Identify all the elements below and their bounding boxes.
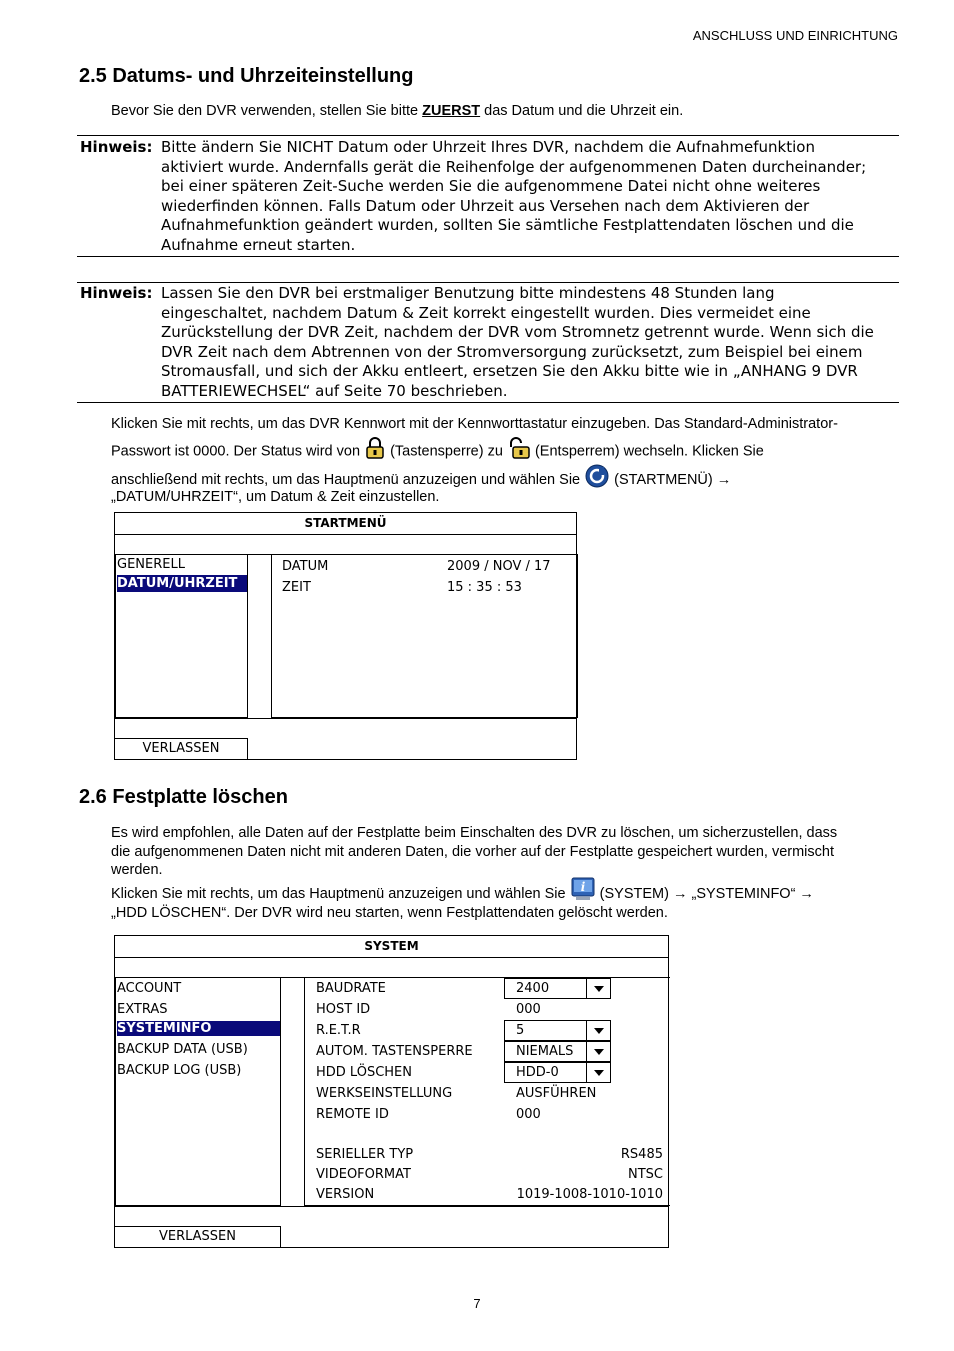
- instr-text: anschließend mit rechts, um das Hauptmenü anzuzeigen und wählen Sie: [111, 471, 585, 488]
- field-value-zeit[interactable]: 15 : 35 : 53: [447, 580, 522, 595]
- paragraph-2-6: [111, 824, 911, 880]
- nav-item-systeminfo[interactable]: SYSTEMINFO: [117, 1021, 280, 1036]
- chevron-down-icon[interactable]: [586, 979, 610, 999]
- host-id-value[interactable]: 000: [516, 1002, 541, 1017]
- row-label-remote-id: REMOTE ID: [316, 1107, 389, 1122]
- instr-text: (SYSTEM) → „SYSTEMINFO“ →: [595, 885, 814, 902]
- row-label-factory-reset: WERKSEINSTELLUNG: [316, 1086, 453, 1101]
- section-title-2-6: 2.6 Festplatte löschen: [79, 786, 288, 808]
- info-label-video-format: VIDEOFORMAT: [316, 1167, 411, 1182]
- startmenu-title: STARTMENÜ: [115, 513, 576, 535]
- instr-line: „DATUM/UHRZEIT“, um Datum & Zeit einzustellen.: [111, 489, 440, 505]
- system-exit-button[interactable]: VERLASSEN: [115, 1226, 281, 1248]
- info-label-version: VERSION: [316, 1187, 375, 1202]
- note2-body: [161, 284, 901, 402]
- instr-text: (Entsperrem) wechseln. Klicken Sie: [530, 443, 764, 460]
- row-label-hdd-delete: HDD LÖSCHEN: [316, 1065, 412, 1080]
- running-header: ANSCHLUSS UND EINRICHTUNG: [692, 28, 898, 43]
- field-label-datum: DATUM: [282, 559, 329, 574]
- row-label-baudrate: BAUDRATE: [316, 981, 386, 996]
- intro-text-end: das Datum und die Uhrzeit ein.: [480, 103, 684, 119]
- field-label-zeit: ZEIT: [282, 580, 311, 595]
- startmenu-divider-bottom: [115, 718, 576, 719]
- note2-line: Lassen Sie den DVR bei erstmaliger Benutzung bitte mindestens 48 Stunden lang: [161, 284, 775, 302]
- startmenu-nav: [115, 554, 248, 718]
- nav-item-account[interactable]: ACCOUNT: [117, 981, 182, 996]
- note1-top-rule: [77, 135, 899, 136]
- nav-item-backup-data[interactable]: BACKUP DATA (USB): [117, 1042, 248, 1057]
- startmenu-exit-button[interactable]: VERLASSEN: [115, 738, 248, 760]
- baudrate-dropdown[interactable]: [504, 978, 611, 999]
- unlock-icon: [507, 437, 531, 466]
- note1-body: [161, 138, 901, 256]
- instr-text: Klicken Sie mit rechts, um das Hauptmenü anzuzeigen und wählen Sie: [111, 885, 570, 902]
- startmenu-panel: [114, 512, 577, 760]
- chevron-down-icon[interactable]: [586, 1063, 610, 1083]
- instr-text: Passwort ist 0000. Der Status wird von: [111, 443, 365, 460]
- nav-item-extras[interactable]: EXTRAS: [117, 1002, 168, 1017]
- system-divider-bottom: [115, 1206, 668, 1207]
- note2-bottom-rule: [77, 402, 899, 403]
- lock-icon: [364, 437, 386, 466]
- row-label-host-id: HOST ID: [316, 1002, 371, 1017]
- nav-item-backup-log[interactable]: BACKUP LOG (USB): [117, 1063, 242, 1078]
- p1-line: Es wird empfohlen, alle Daten auf der Festplatte beim Einschalten des DVR zu löschen, um sicherzustellen, dass: [111, 825, 838, 841]
- note1-line: aktiviert wurde. Andernfalls gerät die Reihenfolge der aufgenommenen Daten durcheinander;: [161, 157, 867, 176]
- note1-bottom-rule: [77, 256, 899, 257]
- intro-text: Bevor Sie den DVR verwenden, stellen Sie bitte: [111, 103, 423, 119]
- instr-text: (STARTMENÜ) →: [610, 471, 732, 488]
- factory-reset-button[interactable]: AUSFÜHREN: [516, 1086, 597, 1101]
- chevron-down-icon[interactable]: [586, 1021, 610, 1041]
- system-title: SYSTEM: [115, 936, 668, 958]
- hdd-delete-value: HDD-0: [516, 1065, 559, 1080]
- note1-line: Aufnahme erneut starten.: [161, 235, 356, 254]
- nav-item-generell[interactable]: GENERELL: [117, 557, 185, 572]
- hdd-delete-dropdown[interactable]: [504, 1062, 611, 1083]
- note1-line: bei einer späteren Zeit-Suche werden Sie die aufgenommene Datei nicht ohne weiteres: [161, 177, 821, 196]
- auto-lock-dropdown[interactable]: [504, 1041, 611, 1062]
- instructions-2-6: [111, 876, 911, 923]
- note1-line: Bitte ändern Sie NICHT Datum oder Uhrzeit Ihres DVR, nachdem die Aufnahmefunktion: [161, 138, 815, 156]
- startmenu-icon: [584, 464, 610, 496]
- retr-value: 5: [516, 1023, 525, 1038]
- note2-line: Zurückstellung der DVR Zeit, nachdem der DVR vom Stromnetz getrennt wurde. Wenn sich die: [161, 323, 874, 342]
- system-panel: [114, 935, 669, 1248]
- field-value-datum[interactable]: 2009 / NOV / 17: [447, 559, 551, 574]
- note1-line: Aufnahmefunktion geändert wurden, sollten Sie sämtliche Festplattendaten löschen und die: [161, 216, 854, 235]
- instructions-2-5: [111, 415, 911, 507]
- info-value-serial-type: RS485: [620, 1147, 663, 1162]
- baudrate-value: 2400: [516, 981, 550, 996]
- row-label-retr: R.E.T.R: [316, 1023, 361, 1038]
- system-content: [304, 977, 670, 1206]
- row-label-auto-lock: AUTOM. TASTENSPERRE: [316, 1044, 473, 1059]
- note2-line: DVR Zeit nach dem Abtrennen von der Stromversorgung zurücksetzt, zum Beispiel bei einem: [161, 342, 863, 361]
- note2-line: Stromausfall, und sich der Akku entleert, ersetzen Sie den Akku bitte wie in „ANHANG 9 DVR: [161, 362, 858, 381]
- instr-line: „HDD LÖSCHEN“. Der DVR wird neu starten, wenn Festplattendaten gelöscht werden.: [111, 905, 668, 921]
- p1-line: die aufgenommenen Daten nicht mit anderen Daten, die vorher auf der Festplatte gespeichert wurden, vermischt: [111, 843, 834, 860]
- chevron-down-icon[interactable]: [586, 1042, 610, 1062]
- note2-label: Hinweis:: [80, 284, 153, 302]
- retr-dropdown[interactable]: [504, 1020, 611, 1041]
- instr-line: Klicken Sie mit rechts, um das DVR Kennwort mit der Kennworttastatur einzugeben. Das Standard-Administrator-: [111, 416, 838, 432]
- info-value-video-format: NTSC: [628, 1167, 663, 1182]
- section-title-2-5: 2.5 Datums- und Uhrzeiteinstellung: [79, 65, 414, 87]
- p1-line: werden.: [111, 862, 163, 878]
- note2-top-rule: [77, 282, 899, 283]
- system-nav: [115, 977, 281, 1206]
- info-value-version: 1019-1008-1010-1010: [516, 1187, 663, 1202]
- auto-lock-value: NIEMALS: [516, 1044, 574, 1059]
- svg-text:i: i: [580, 880, 585, 894]
- instr-text: (Tastensperre) zu: [386, 443, 507, 460]
- page-number: 7: [473, 1296, 481, 1311]
- startmenu-content: [271, 554, 578, 718]
- info-label-serial-type: SERIELLER TYP: [316, 1147, 414, 1162]
- note2-line: BATTERIEWECHSEL“ auf Seite 70 beschrieben.: [161, 381, 508, 400]
- note1-label: Hinweis:: [80, 138, 153, 156]
- intro-paragraph: [111, 102, 683, 121]
- note1-line: wiederfinden können. Falls Datum oder Uhrzeit aus Versehen nach dem Aktivieren der: [161, 196, 810, 215]
- nav-item-datum-uhrzeit[interactable]: DATUM/UHRZEIT: [117, 575, 247, 592]
- note2-line: eingeschaltet, nachdem Datum & Zeit korrekt eingestellt wurden. Dies vermeidet eine: [161, 303, 811, 322]
- intro-emphasis: ZUERST: [422, 103, 481, 119]
- remote-id-value[interactable]: 000: [516, 1107, 541, 1122]
